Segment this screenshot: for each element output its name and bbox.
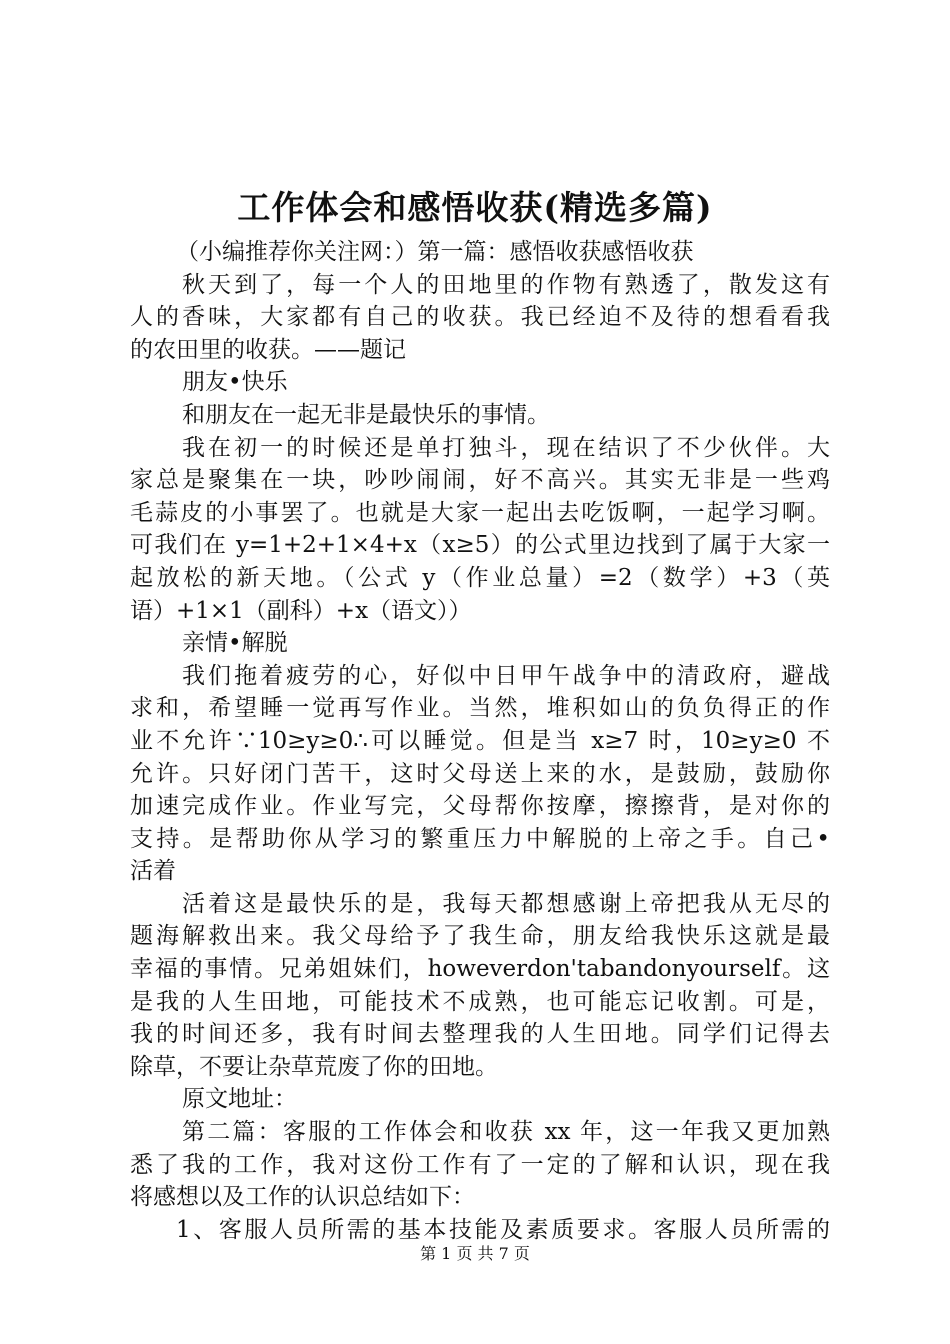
body-line: 可我们在 y=1+2+1×4+x（x≥5）的公式里边找到了属于大家一 [130,532,830,559]
body-line: 题海解救出来。我父母给予了我生命，朋友给我快乐这就是最 [130,923,830,950]
body-line: 幸福的事情。兄弟姐妹们，howeverdon'tabandonyourself。这 [130,956,830,983]
page-footer: 第 1 页 共 7 页 [420,1244,530,1263]
body-line: 秋天到了，每一个人的田地里的作物有熟透了，散发这有 [182,271,830,298]
body-line: （小编推荐你关注网：）第一篇：感悟收获感悟收获 [176,239,694,265]
section-heading: 亲情•解脱 [182,630,288,657]
section-heading: 朋友•快乐 [182,369,288,396]
source-label: 原文地址： [182,1086,297,1113]
body-line: 将感想以及工作的认识总结如下： [130,1184,475,1211]
body-line: 我们拖着疲劳的心，好似中日甲午战争中的清政府，避战 [182,662,830,689]
body-line: 支持。是帮助你从学习的繁重压力中解脱的上帝之手。自己• [130,825,830,852]
body-line: 悉了我的工作，我对这份工作有了一定的了解和认识，现在我 [130,1151,830,1178]
body-line: 1、客服人员所需的基本技能及素质要求。客服人员所需的 [176,1216,830,1243]
body-line: 第二篇：客服的工作体会和收获 xx 年，这一年我又更加熟 [182,1119,830,1146]
body-line: 家总是聚集在一块，吵吵闹闹，好不高兴。其实无非是一些鸡 [130,467,830,494]
body-line: 允许。只好闭门苦干，这时父母送上来的水，是鼓励，鼓励你 [130,760,830,787]
body-line: 人的香味，大家都有自己的收获。我已经迫不及待的想看看我 [130,304,830,331]
body-line: 是我的人生田地，可能技术不成熟，也可能忘记收割。可是， [130,988,830,1015]
body-line: 加速完成作业。作业写完，父母帮你按摩，擦擦背，是对你的 [130,793,830,820]
body-line: 除草，不要让杂草荒废了你的田地。 [130,1053,498,1080]
body-line: 语）+1×1（副科）+x（语文）） [130,597,472,624]
body-line: 求和，希望睡一觉再写作业。当然，堆积如山的负负得正的作 [130,695,830,722]
body-line: 业不允许∵10≥y≥0∴可以睡觉。但是当 x≥7 时，10≥y≥0 不 [130,727,830,754]
body-line: 活着这是最快乐的是，我每天都想感谢上帝把我从无尽的 [182,890,830,917]
body-line: 活着 [130,858,176,885]
body-line: 我的时间还多，我有时间去整理我的人生田地。同学们记得去 [130,1021,830,1048]
body-line: 起放松的新天地。（公式 y（作业总量）=2（数学）+3（英 [130,564,830,591]
document-title: 工作体会和感悟收获(精选多篇) [237,188,713,227]
body-line: 和朋友在一起无非是最快乐的事情。 [182,401,550,428]
document-body [130,236,830,1246]
body-line: 我在初一的时候还是单打独斗，现在结识了不少伙伴。大 [182,434,830,461]
body-line: 的农田里的收获。——题记 [130,336,406,363]
body-line: 毛蒜皮的小事罢了。也就是大家一起出去吃饭啊，一起学习啊。 [130,499,830,526]
